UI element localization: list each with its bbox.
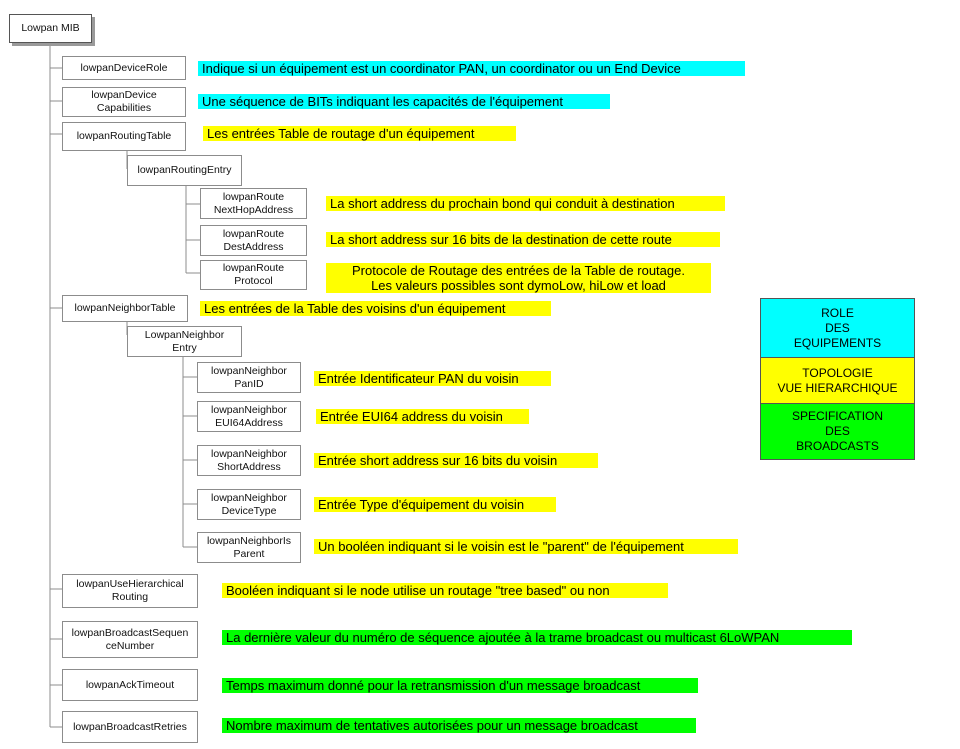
annotation-route-dest: La short address sur 16 bits de la destination de cette route	[326, 232, 720, 247]
annotation-ack-timeout: Temps maximum donné pour la retransmission d'un message broadcast	[222, 678, 698, 693]
annotation-use-hierarchical: Booléen indiquant si le node utilise un routage "tree based" ou non	[222, 583, 668, 598]
node-ack-timeout: lowpanAckTimeout	[62, 669, 198, 701]
annotation-device-capabilities: Une séquence de BITs indiquant les capacités de l'équipement	[198, 94, 610, 109]
node-bcast-retries: lowpanBroadcastRetries	[62, 711, 198, 743]
node-neighbor-panid: lowpanNeighbor PanID	[197, 362, 301, 393]
legend-topology: TOPOLOGIE VUE HIERARCHIQUE	[760, 357, 915, 404]
annotation-route-protocol: Protocole de Routage des entrées de la Table de routage. Les valeurs possibles sont dymoLow, hiLow et load	[326, 263, 711, 293]
annotation-neighbor-table: Les entrées de la Table des voisins d'un équipement	[200, 301, 551, 316]
node-neighbor-devtype: lowpanNeighbor DeviceType	[197, 489, 301, 520]
node-route-dest: lowpanRoute DestAddress	[200, 225, 307, 256]
node-route-protocol: lowpanRoute Protocol	[200, 260, 307, 290]
annotation-bcast-retries: Nombre maximum de tentatives autorisées pour un message broadcast	[222, 718, 696, 733]
annotation-neighbor-eui64: Entrée EUI64 address du voisin	[316, 409, 529, 424]
node-routing-entry: lowpanRoutingEntry	[127, 155, 242, 186]
annotation-route-next-hop: La short address du prochain bond qui conduit à destination	[326, 196, 725, 211]
annotation-routing-table: Les entrées Table de routage d'un équipement	[203, 126, 516, 141]
annotation-bcast-seq: La dernière valeur du numéro de séquence ajoutée à la trame broadcast ou multicast 6LoWPAN	[222, 630, 852, 645]
node-neighbor-short: lowpanNeighbor ShortAddress	[197, 445, 301, 476]
node-neighbor-table: lowpanNeighborTable	[62, 295, 188, 322]
node-device-role: lowpanDeviceRole	[62, 56, 186, 80]
legend-broadcast: SPECIFICATION DES BROADCASTS	[760, 403, 915, 460]
annotation-device-role: Indique si un équipement est un coordinator PAN, un coordinator ou un End Device	[198, 61, 745, 76]
annotation-neighbor-devtype: Entrée Type d'équipement du voisin	[314, 497, 556, 512]
node-neighbor-entry: LowpanNeighbor Entry	[127, 326, 242, 357]
node-bcast-seq: lowpanBroadcastSequen ceNumber	[62, 621, 198, 658]
root-node: Lowpan MIB	[9, 14, 92, 43]
legend-role: ROLE DES EQUIPEMENTS	[760, 298, 915, 358]
node-neighbor-parent: lowpanNeighborIs Parent	[197, 532, 301, 563]
node-device-capabilities: lowpanDevice Capabilities	[62, 87, 186, 117]
node-routing-table: lowpanRoutingTable	[62, 122, 186, 151]
annotation-neighbor-parent: Un booléen indiquant si le voisin est le "parent" de l'équipement	[314, 539, 738, 554]
node-neighbor-eui64: lowpanNeighbor EUI64Address	[197, 401, 301, 432]
node-use-hierarchical: lowpanUseHierarchical Routing	[62, 574, 198, 608]
annotation-neighbor-panid: Entrée Identificateur PAN du voisin	[314, 371, 551, 386]
annotation-neighbor-short: Entrée short address sur 16 bits du voisin	[314, 453, 598, 468]
node-route-next-hop: lowpanRoute NextHopAddress	[200, 188, 307, 219]
